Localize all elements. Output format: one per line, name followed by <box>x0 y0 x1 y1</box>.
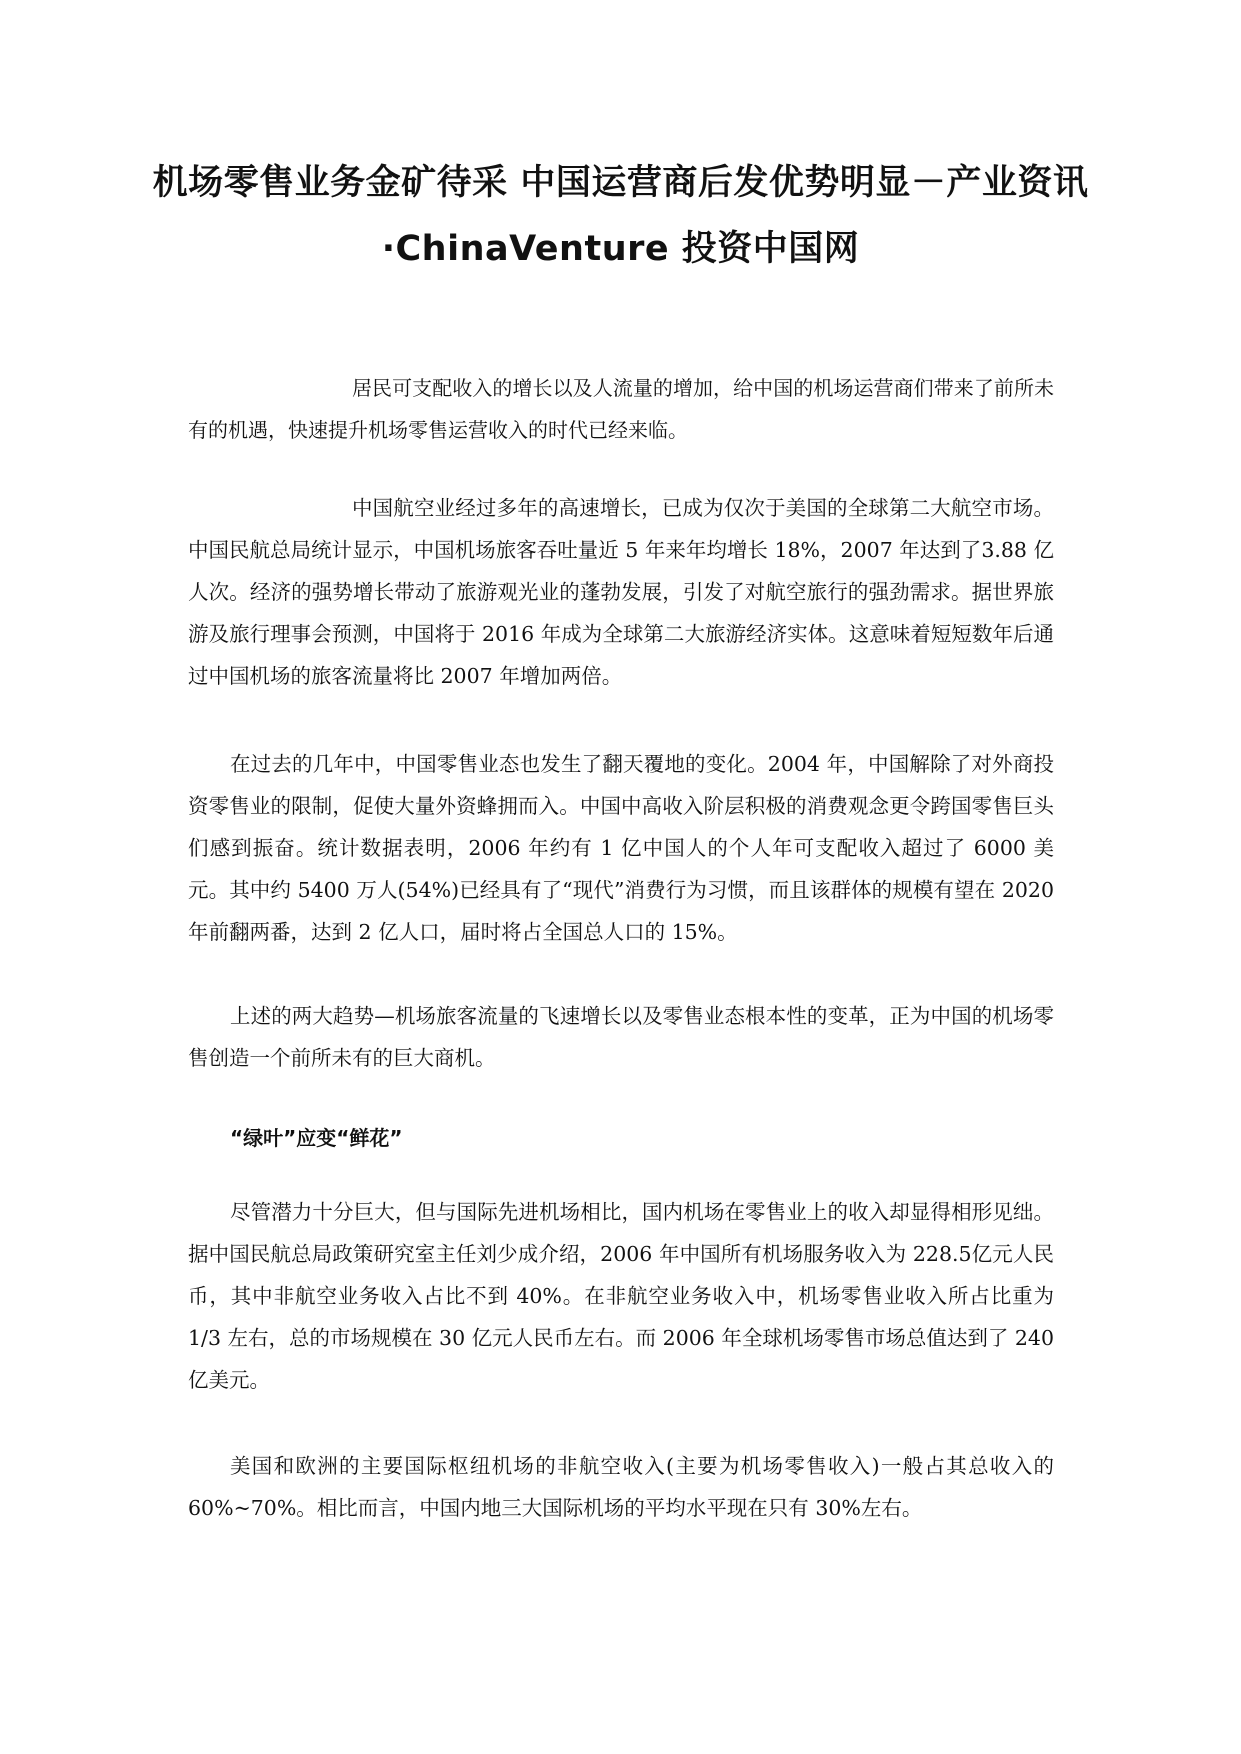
body-paragraph-aviation: 中国航空业经过多年的高速增长，已成为仅次于美国的全球第二大航空市场。中国民航总局统计显示，中国机场旅客吞吐量近 5 年来年均增长 18%，2007 年达到了3.88 亿人次。经济的强势增长带动了旅游观光业的蓬勃发展，引发了对航空旅行的强劲需求。据世界旅游及旅行理事会预测，中国将于 2016 年成为全球第二大旅游经济实体。这意味着短短数年后通过中国机场的旅客流量将比 2007 年增加两倍。 <box>188 496 1054 688</box>
body-paragraph-revenue: 尽管潜力十分巨大，但与国际先进机场相比，国内机场在零售业上的收入却显得相形见绌。据中国民航总局政策研究室主任刘少成介绍，2006 年中国所有机场服务收入为 228.5亿元人民币，其中非航空业务收入占比不到 40%。在非航空业务收入中，机场零售业收入所占比重为 1/3 左右，总的市场规模在 30 亿元人民币左右。而 2006 年全球机场零售市场总值达到了 240 亿美元。 <box>188 1200 1054 1392</box>
body-paragraph-trends: 上述的两大趋势—机场旅客流量的飞速增长以及零售业态根本性的变革，正为中国的机场零售创造一个前所未有的巨大商机。 <box>188 1004 1054 1070</box>
intro-paragraph: 居民可支配收入的增长以及人流量的增加，给中国的机场运营商们带来了前所未有的机遇，快速提升机场零售运营收入的时代已经来临。 <box>188 376 1054 442</box>
section-heading: “绿叶”应变“鲜花” <box>230 1126 403 1150</box>
body-paragraph-comparison: 美国和欧洲的主要国际枢纽机场的非航空收入(主要为机场零售收入)一般占其总收入的 60%~70%。相比而言，中国内地三大国际机场的平均水平现在只有 30%左右。 <box>188 1454 1054 1520</box>
page-title: 机场零售业务金矿待采 中国运营商后发优势明显－产业资讯·ChinaVenture 投资中国网 <box>152 163 1089 269</box>
body-paragraph-retail: 在过去的几年中，中国零售业态也发生了翻天覆地的变化。2004 年，中国解除了对外商投资零售业的限制，促使大量外资蜂拥而入。中国中高收入阶层积极的消费观念更令跨国零售巨头们感到振奋。统计数据表明，2006 年约有 1 亿中国人的个人年可支配收入超过了 6000 美元。其中约 5400 万人(54%)已经具有了“现代”消费行为习惯，而且该群体的规模有望在 2020 年前翻两番，达到 2 亿人口，届时将占全国总人口的 15%。 <box>188 752 1054 944</box>
